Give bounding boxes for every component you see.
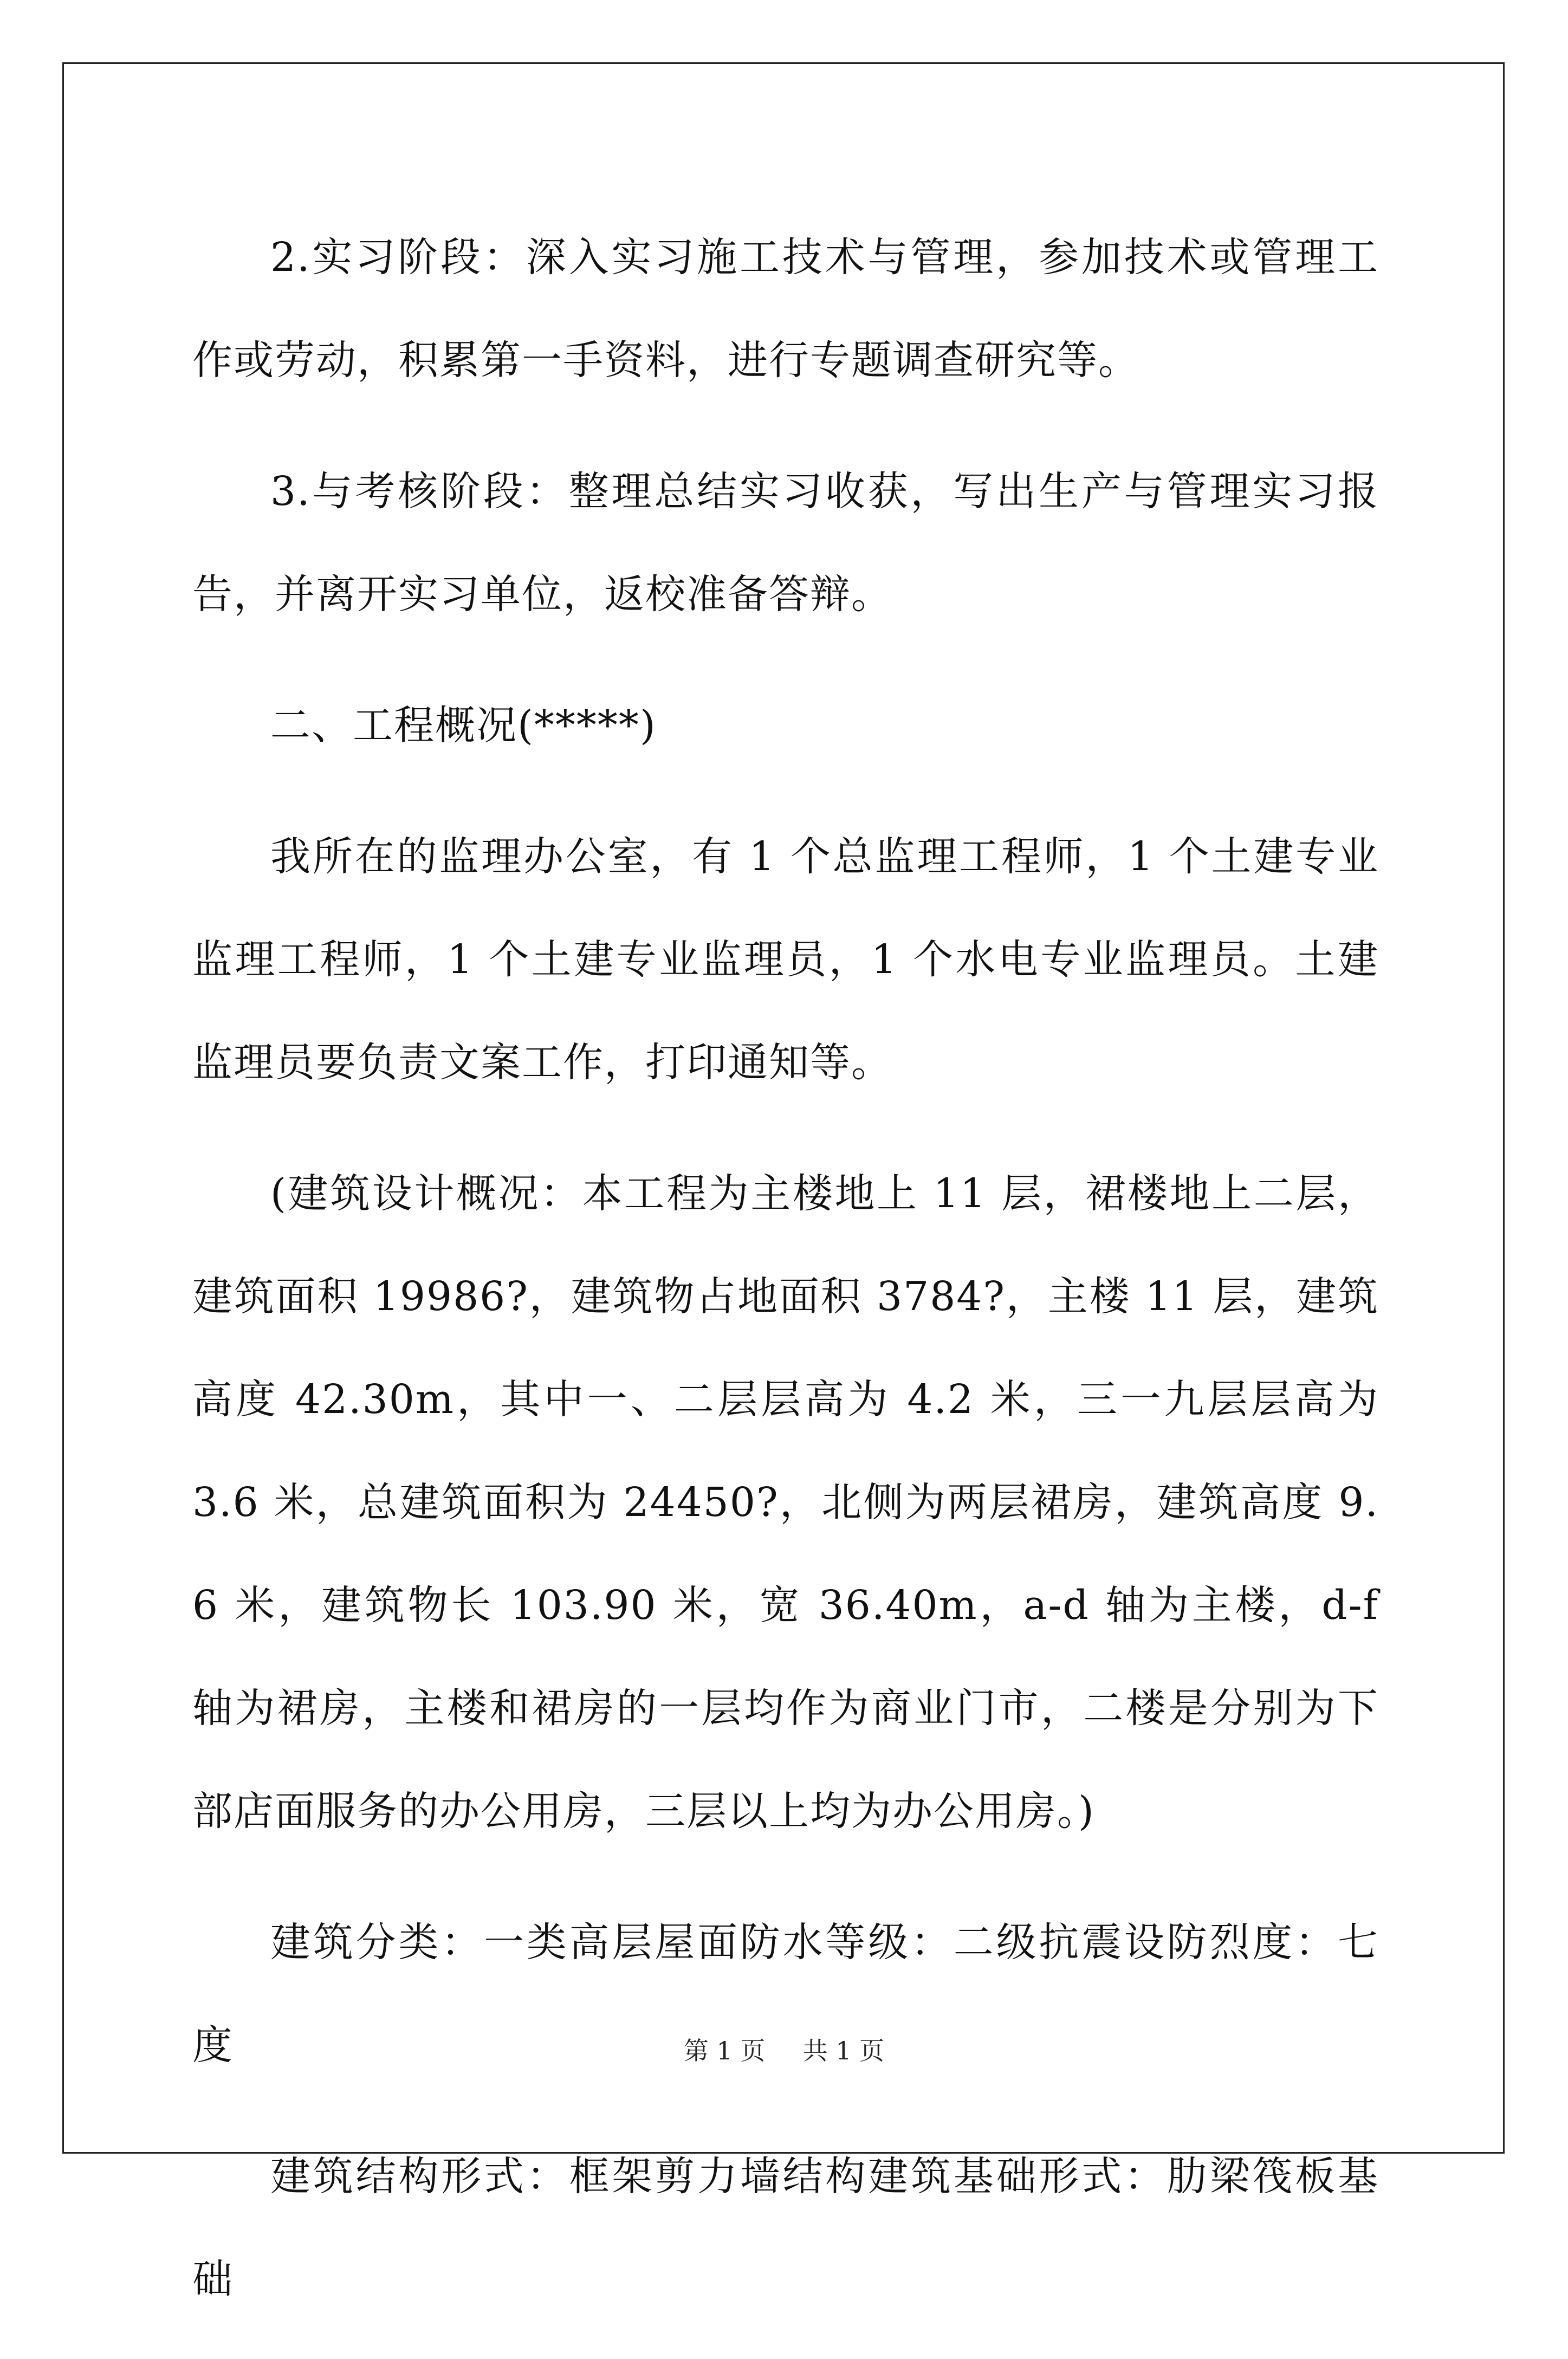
page-number: 第 1 页 (683, 2036, 766, 2065)
paragraph-supervision-office: 我所在的监理办公室，有 1 个总监理工程师，1 个土建专业监理工程师，1 个土建专业监理员，1 个水电专业监理员。土建监理员要负责文案工作，打印通知等。 (192, 833, 1379, 1086)
page-total: 共 1 页 (802, 2036, 885, 2065)
paragraph-building-structure: 建筑结构形式：框架剪力墙结构建筑基础形式：肋梁筏板基础 (192, 2153, 1379, 2303)
paragraph-building-classification: 建筑分类：一类高层屋面防水等级：二级抗震设防烈度：七度 (192, 1919, 1379, 2069)
page-footer (0, 2034, 1568, 2067)
paragraph-assessment-stage: 3.与考核阶段：整理总结实习收获，写出生产与管理实习报告，并离开实习单位，返校准备答辩。 (192, 468, 1379, 618)
section-heading-project-overview: 二、工程概况(*****) (270, 702, 657, 749)
paragraph-building-design-overview: (建筑设计概况：本工程为主楼地上 11 层，裙楼地上二层，建筑面积 19986?，建筑物占地面积 3784?，主楼 11 层，建筑高度 42.30m，其中一、二层层高为 4.2 米，三一九层层高为 3.6 米，总建筑面积为 24450?，北侧为两层裙房，建筑高度 9.6 米，建筑物长 103.90 米，宽 36.40m，a-d 轴为主楼，d-f 轴为裙房，主楼和裙房的一层均作为商业门市，二楼是分别为下部店面服务的办公用房，三层以上均为办公用房。) (192, 1170, 1379, 1835)
paragraph-internship-stage: 2.实习阶段：深入实习施工技术与管理，参加技术或管理工作或劳动，积累第一手资料，进行专题调查研究等。 (192, 234, 1379, 384)
